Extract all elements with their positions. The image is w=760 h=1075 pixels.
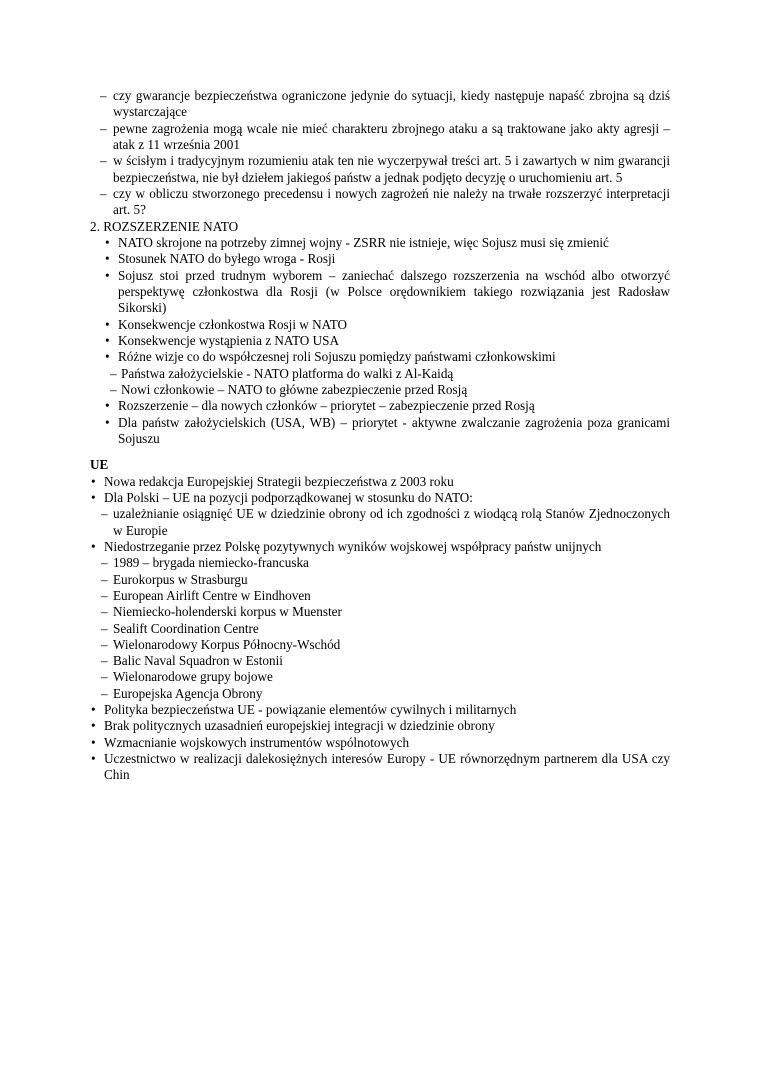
list-item-text: Eurokorpus w Strasburgu bbox=[113, 571, 248, 587]
dash-marker: – bbox=[101, 653, 108, 669]
list-subitem bbox=[90, 555, 670, 571]
list-item-text: Balic Naval Squadron w Estonii bbox=[113, 653, 283, 669]
bullet-marker: • bbox=[91, 538, 96, 554]
list-subitem bbox=[90, 653, 670, 669]
list-subitem bbox=[90, 637, 670, 653]
dash-marker: – bbox=[101, 620, 108, 636]
list-item-text: 1989 – brygada niemiecko-francuska bbox=[113, 555, 309, 571]
dash-marker: – bbox=[101, 636, 108, 652]
list-item-text: Niedostrzeganie przez Polskę pozytywnych wyników wojskowej współpracy państw unijnych bbox=[104, 538, 602, 554]
list-item bbox=[90, 333, 670, 349]
list-item-text: w ścisłym i tradycyjnym rozumieniu atak ten nie wyczerpywał treści art. 5 i zawartych w nim gwarancji bezpieczeństwa, nie był dziełem jakiegoś państw a jednak podjęto decyzję o uruchomieniu art. 5 bbox=[113, 153, 670, 185]
bullet-marker: • bbox=[105, 251, 110, 267]
list-item-text: Konsekwencje członkostwa Rosji w NATO bbox=[118, 316, 348, 332]
list-item-text: pewne zagrożenia mogą wcale nie mieć charakteru zbrojnego ataku a są traktowane jako akty agresji – atak z 11 września 2001 bbox=[113, 120, 670, 152]
bullet-marker: • bbox=[105, 349, 110, 365]
bullet-marker: • bbox=[91, 734, 96, 750]
list-item-text: Dla Polski – UE na pozycji podporządkowanej w stosunku do NATO: bbox=[104, 489, 473, 505]
list-item bbox=[90, 398, 670, 414]
list-item-text: Sealift Coordination Centre bbox=[113, 620, 259, 636]
dash-marker: – bbox=[101, 604, 108, 620]
list-item bbox=[90, 251, 670, 267]
list-item bbox=[90, 235, 670, 251]
dash-marker: – bbox=[100, 153, 107, 169]
dash-marker: – bbox=[100, 88, 107, 103]
dash-marker: – bbox=[101, 669, 108, 685]
bullet-marker: • bbox=[105, 414, 110, 430]
bullet-marker: • bbox=[91, 718, 96, 734]
list-item bbox=[90, 88, 670, 121]
list-item bbox=[90, 317, 670, 333]
list-item-text: Wielonarodowy Korpus Północny-Wschód bbox=[113, 636, 341, 652]
bullet-marker: • bbox=[105, 267, 110, 283]
bullet-marker: • bbox=[91, 473, 96, 489]
list-item-text: Państwa założycielskie - NATO platforma do walki z Al-Kaidą bbox=[121, 365, 454, 381]
list-item-text: Nowi członkowie – NATO to główne zabezpieczenie przed Rosją bbox=[121, 381, 468, 397]
list-item-text: uzależnianie osiągnięć UE w dziedzinie obrony od ich zgodności z wiodącą rolą Stanów Zjednoczonych w Europie bbox=[113, 506, 670, 538]
list-item bbox=[90, 735, 670, 751]
list-item-text: Rozszerzenie – dla nowych członków – priorytet – zabezpieczenie przed Rosją bbox=[118, 398, 535, 414]
list-item bbox=[90, 121, 670, 154]
dash-marker: – bbox=[101, 506, 108, 522]
list-item bbox=[90, 349, 670, 365]
list-item-text: Wzmacnianie wojskowych instrumentów wspólnotowych bbox=[104, 734, 410, 750]
list-item-text: NATO skrojone na potrzeby zimnej wojny - ZSRR nie istnieje, więc Sojusz musi się zmienić bbox=[118, 234, 609, 250]
list-subitem bbox=[90, 669, 670, 685]
list-item bbox=[90, 268, 670, 317]
list-item-text: Uczestnictwo w realizacji dalekosiężnych interesów Europy - UE równorzędnym partnerem dla USA czy Chin bbox=[104, 751, 670, 783]
list-item-text: European Airlift Centre w Eindhoven bbox=[113, 587, 311, 603]
bullet-marker: • bbox=[91, 751, 96, 767]
list-item bbox=[90, 490, 670, 506]
dash-marker: – bbox=[101, 587, 108, 603]
list-subitem bbox=[90, 366, 670, 382]
dash-marker: – bbox=[110, 365, 117, 381]
list-item-text: Dla państw założycielskich (USA, WB) – priorytet - aktywne zwalczanie zagrożenia poza granicami Sojuszu bbox=[118, 414, 670, 446]
list-item-text: Niemiecko-holenderski korpus w Muenster bbox=[113, 604, 342, 620]
bullet-marker: • bbox=[105, 332, 110, 348]
list-item-text: Różne wizje co do współczesnej roli Sojuszu pomiędzy państwami członkowskimi bbox=[118, 349, 556, 365]
list-subitem bbox=[90, 588, 670, 604]
bullet-marker: • bbox=[91, 702, 96, 718]
list-item bbox=[90, 474, 670, 490]
list-item-text: Sojusz stoi przed trudnym wyborem – zaniechać dalszego rozszerzenia na wschód albo otworzyć perspektywę członkostwa dla Rosji (w Polsce orędownikiem takiego rozwiązania jest Radosław Sikorski) bbox=[118, 267, 670, 316]
list-item bbox=[90, 539, 670, 555]
list-item bbox=[90, 153, 670, 186]
bullet-marker: • bbox=[105, 234, 110, 250]
dash-marker: – bbox=[101, 555, 108, 571]
list-subitem bbox=[90, 506, 670, 539]
list-item-text: Wielonarodowe grupy bojowe bbox=[113, 669, 273, 685]
list-subitem bbox=[90, 572, 670, 588]
dash-marker: – bbox=[101, 685, 108, 701]
list-item-text: Europejska Agencja Obrony bbox=[113, 685, 263, 701]
dash-marker: – bbox=[101, 571, 108, 587]
list-subitem bbox=[90, 382, 670, 398]
dash-marker: – bbox=[110, 381, 117, 397]
bullet-marker: • bbox=[105, 398, 110, 414]
list-subitem bbox=[90, 621, 670, 637]
list-item bbox=[90, 702, 670, 718]
list-item-text: Brak politycznych uzasadnień europejskiej integracji w dziedzinie obrony bbox=[104, 718, 495, 734]
list-item-text: Polityka bezpieczeństwa UE - powiązanie elementów cywilnych i militarnych bbox=[104, 702, 517, 718]
dash-marker: – bbox=[100, 185, 107, 201]
list-item-text: Konsekwencje wystąpienia z NATO USA bbox=[118, 332, 339, 348]
list-item bbox=[90, 751, 670, 784]
list-item bbox=[90, 718, 670, 734]
list-item bbox=[90, 415, 670, 448]
list-item-text: Nowa redakcja Europejskiej Strategii bezpieczeństwa z 2003 roku bbox=[104, 473, 454, 489]
list-item-text: czy gwarancje bezpieczeństwa ograniczone jedynie do sytuacji, kiedy następuje napaść zbrojna są dziś wystarczające bbox=[113, 88, 670, 120]
list-item bbox=[90, 186, 670, 219]
section-heading-ue: UE bbox=[90, 457, 109, 473]
list-subitem bbox=[90, 686, 670, 702]
bullet-marker: • bbox=[105, 316, 110, 332]
section-heading-nato: 2. ROZSZERZENIE NATO bbox=[90, 218, 239, 234]
list-item-text: Stosunek NATO do byłego wroga - Rosji bbox=[118, 251, 336, 267]
list-item-text: czy w obliczu stworzonego precedensu i nowych zagrożeń nie należy na trwałe rozszerzyć interpretacji art. 5? bbox=[113, 185, 670, 218]
bullet-marker: • bbox=[91, 489, 96, 505]
dash-marker: – bbox=[100, 120, 107, 136]
list-subitem bbox=[90, 604, 670, 620]
